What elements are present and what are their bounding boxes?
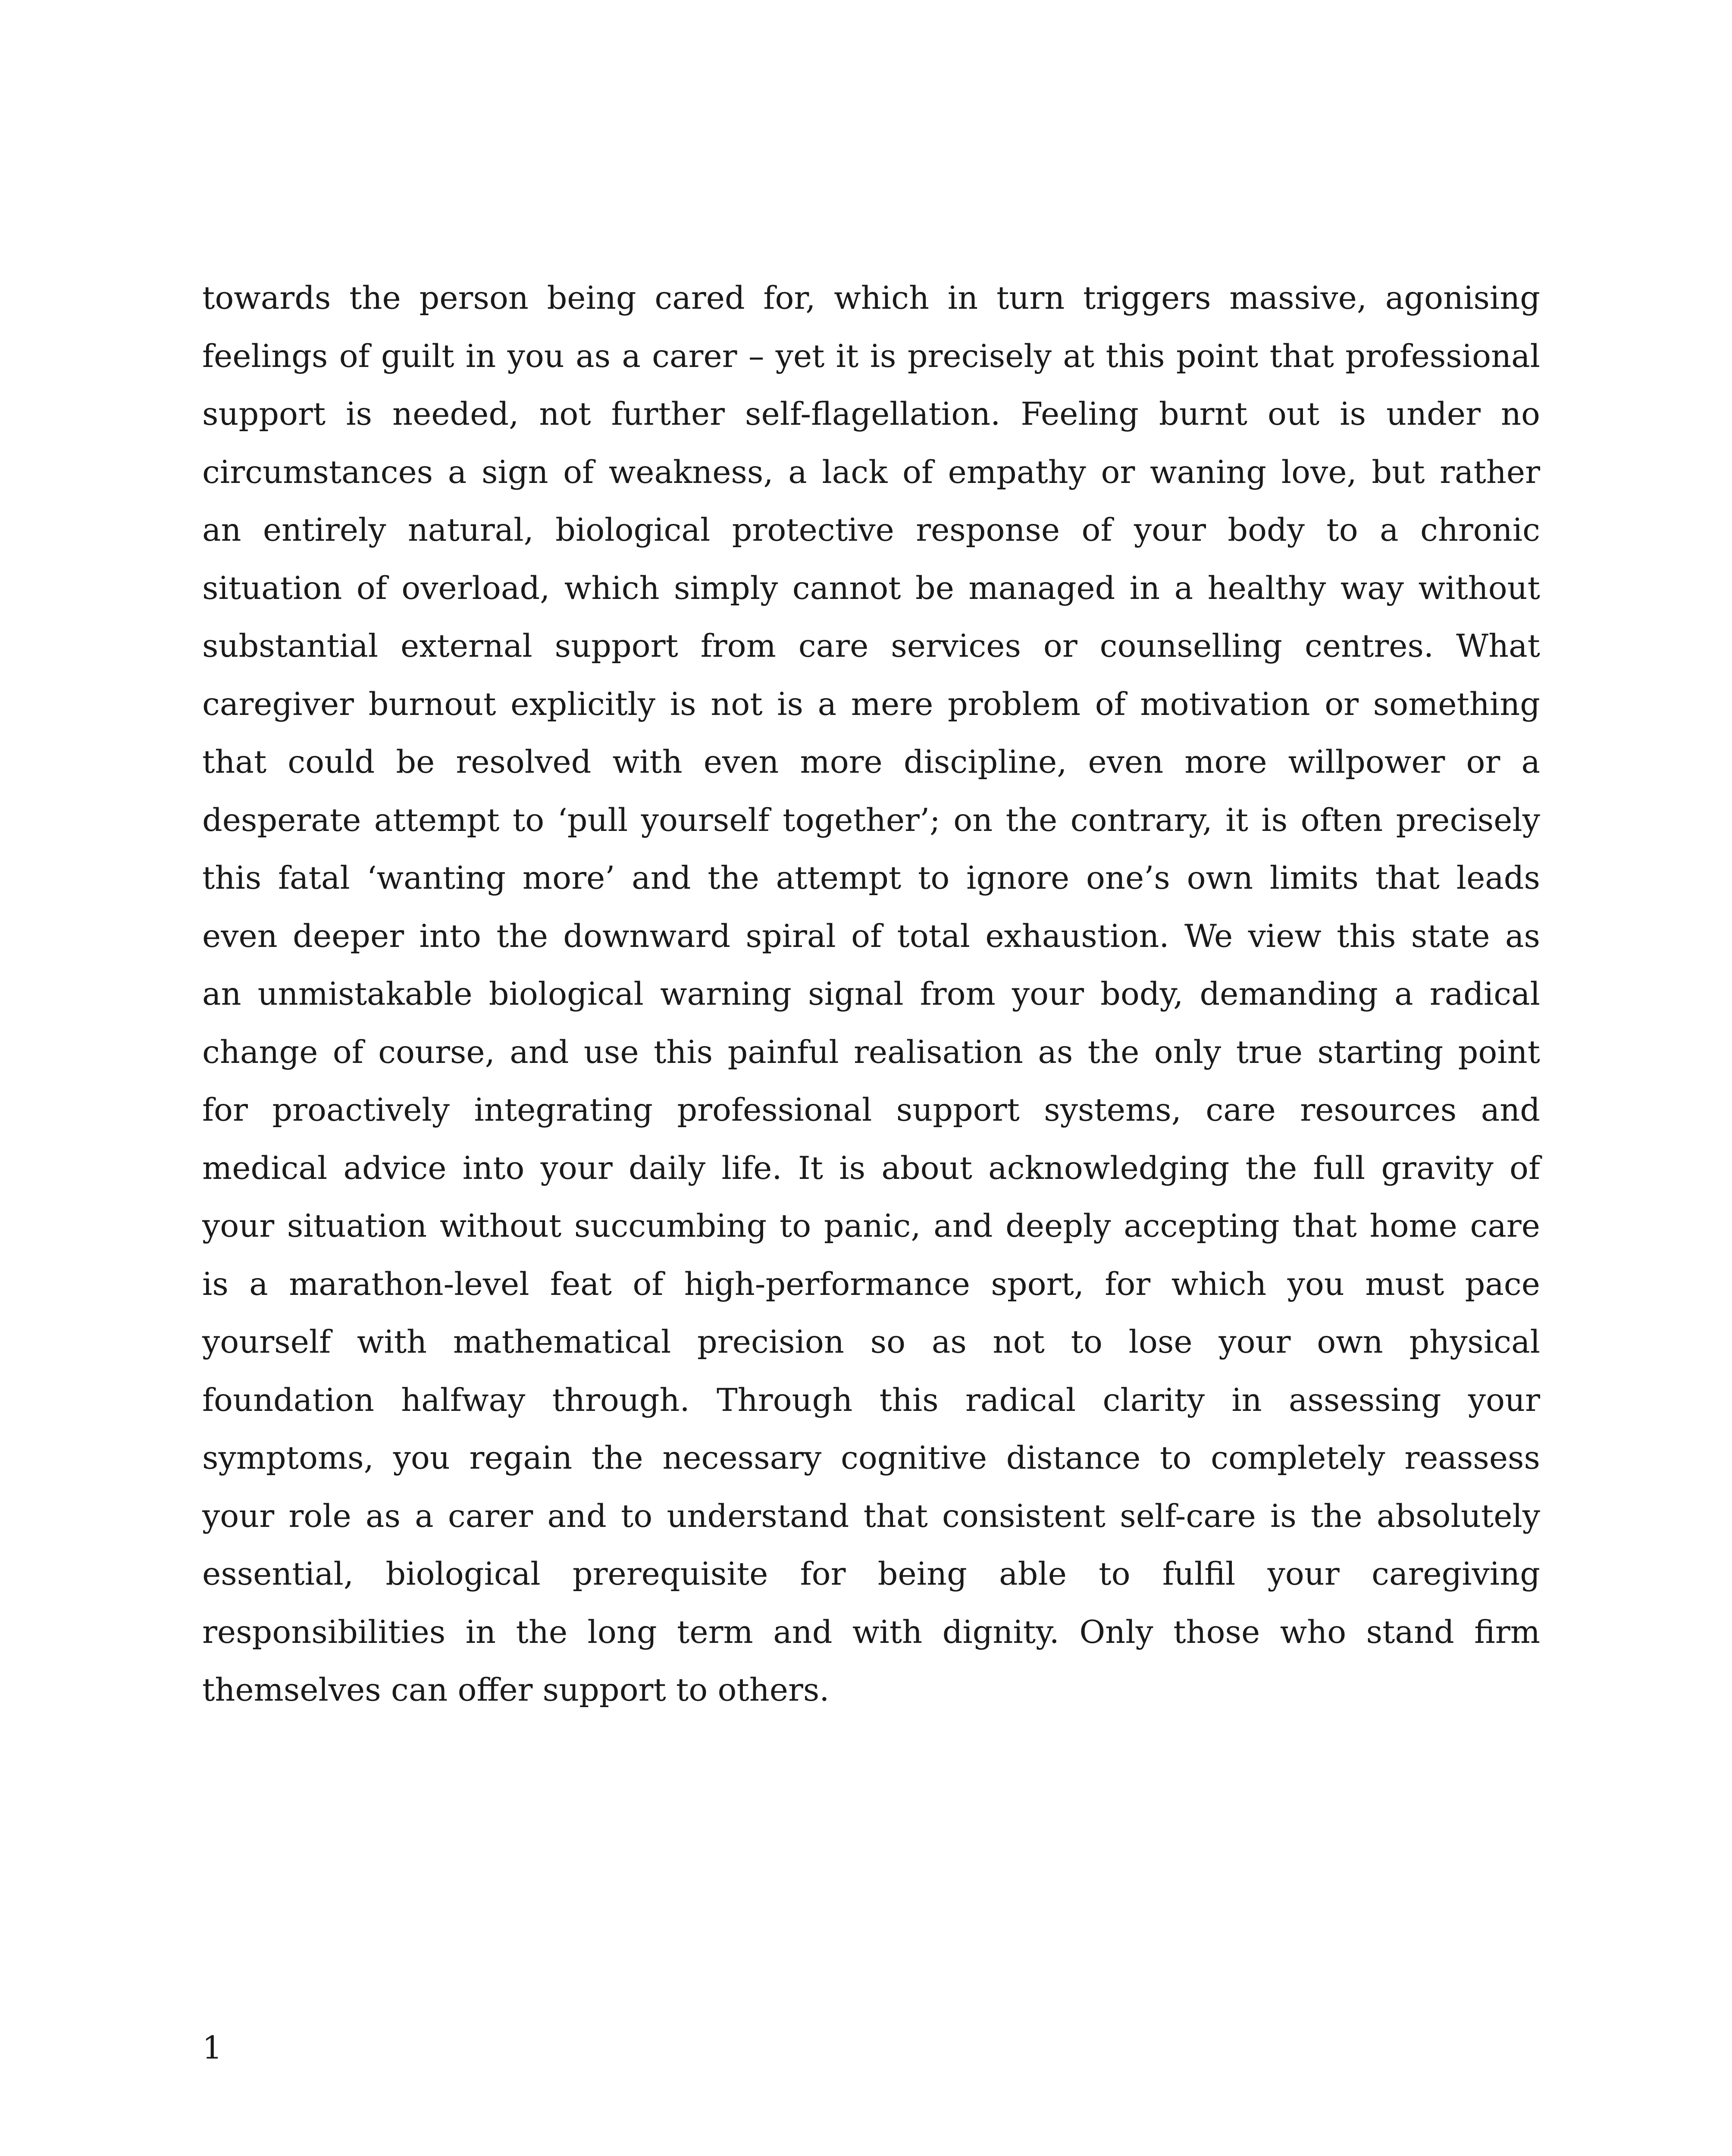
page-number: 1 — [202, 2030, 222, 2066]
paragraph-line: responsibilities in the long term and with dignity. Only those who stand firm — [202, 1614, 1540, 1651]
paragraph-line: medical advice into your daily life. It is about acknowledging the full gravity of — [202, 1150, 1540, 1187]
paragraph-line: that could be resolved with even more discipline, even more willpower or a — [202, 744, 1540, 780]
paragraph-line: towards the person being cared for, which in turn triggers massive, agonising — [202, 280, 1540, 317]
paragraph-line: desperate attempt to ‘pull yourself together’; on the contrary, it is often precisely — [202, 802, 1540, 839]
paragraph-line: circumstances a sign of weakness, a lack of empathy or waning love, but rather — [202, 454, 1540, 491]
body-paragraph — [202, 270, 1540, 1720]
paragraph-line: an entirely natural, biological protective response of your body to a chronic — [202, 512, 1540, 548]
paragraph-line: this fatal ‘wanting more’ and the attempt to ignore one’s own limits that leads — [202, 860, 1540, 896]
paragraph-line: change of course, and use this painful realisation as the only true starting point — [202, 1034, 1540, 1071]
paragraph-line: essential, biological prerequisite for being able to fulfil your caregiving — [202, 1556, 1540, 1592]
paragraph-line: your situation without succumbing to panic, and deeply accepting that home care — [202, 1208, 1540, 1244]
paragraph-line: your role as a carer and to understand that consistent self-care is the absolutely — [202, 1498, 1540, 1535]
paragraph-line: an unmistakable biological warning signal from your body, demanding a radical — [202, 976, 1540, 1012]
paragraph-line: caregiver burnout explicitly is not is a mere problem of motivation or something — [202, 686, 1540, 723]
paragraph-line: even deeper into the downward spiral of total exhaustion. We view this state as — [202, 918, 1540, 955]
paragraph-line: is a marathon-level feat of high-performance sport, for which you must pace — [202, 1266, 1540, 1303]
paragraph-line-last: themselves can offer support to others. — [202, 1672, 830, 1708]
paragraph-line: substantial external support from care services or counselling centres. What — [202, 628, 1540, 664]
paragraph-line: foundation halfway through. Through this radical clarity in assessing your — [202, 1382, 1540, 1419]
paragraph-line: for proactively integrating professional support systems, care resources and — [202, 1092, 1540, 1128]
paragraph-line: yourself with mathematical precision so as not to lose your own physical — [202, 1324, 1540, 1360]
paragraph-line: symptoms, you regain the necessary cognitive distance to completely reassess — [202, 1440, 1540, 1476]
paragraph-line: situation of overload, which simply cannot be managed in a healthy way without — [202, 570, 1540, 607]
paragraph-line: feelings of guilt in you as a carer – yet it is precisely at this point that professional — [202, 338, 1540, 375]
paragraph-line: support is needed, not further self-flagellation. Feeling burnt out is under no — [202, 396, 1540, 432]
